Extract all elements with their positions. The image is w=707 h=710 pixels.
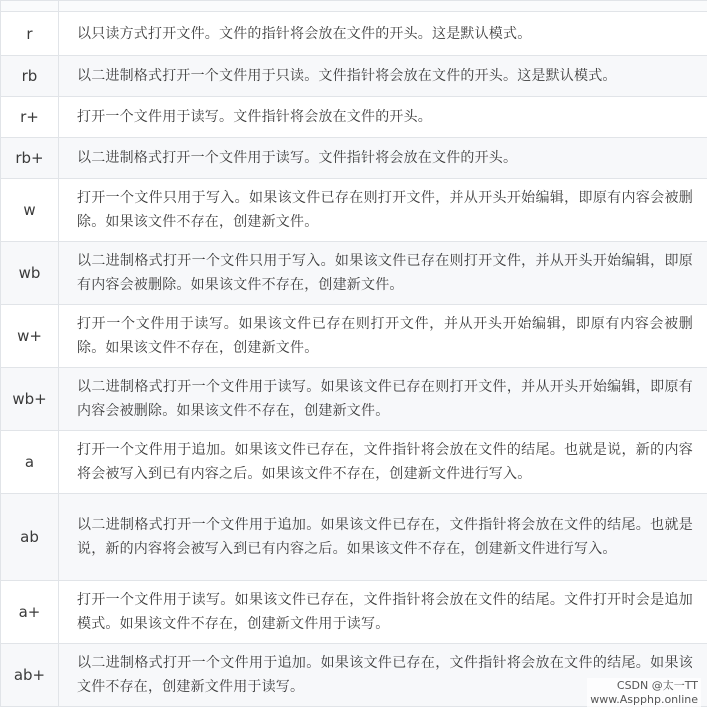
- mode-cell: wb+: [1, 368, 59, 431]
- watermark-author: CSDN @太一TT: [616, 679, 698, 692]
- mode-cell: rb+: [1, 138, 59, 179]
- mode-cell: r+: [1, 97, 59, 138]
- description-cell: 以二进制格式打开一个文件只用于写入。如果该文件已存在则打开文件，并从开头开始编辑，即原有内容会被删除。如果该文件不存在，创建新文件。: [59, 242, 707, 305]
- table-row: [1, 138, 707, 179]
- mode-cell: wb: [1, 242, 59, 305]
- mode-cell: rb: [1, 56, 59, 97]
- watermark: [587, 678, 701, 708]
- description-cell: 以二进制格式打开一个文件用于只读。文件指针将会放在文件的开头。这是默认模式。: [59, 56, 707, 97]
- table-row: [1, 494, 707, 581]
- table-row: [1, 56, 707, 97]
- table-top-stub-cell: [59, 1, 707, 12]
- table-row: [1, 12, 707, 56]
- table-row: [1, 242, 707, 305]
- table-top-stub-cell: [1, 1, 59, 12]
- description-cell: 以二进制格式打开一个文件用于读写。如果该文件已存在则打开文件，并从开头开始编辑，即原有内容会被删除。如果该文件不存在，创建新文件。: [59, 368, 707, 431]
- description-cell: 打开一个文件只用于写入。如果该文件已存在则打开文件，并从开头开始编辑，即原有内容会被删除。如果该文件不存在，创建新文件。: [59, 179, 707, 242]
- description-cell: 打开一个文件用于读写。文件指针将会放在文件的开头。: [59, 97, 707, 138]
- mode-cell: ab: [1, 494, 59, 581]
- description-cell: 打开一个文件用于读写。如果该文件已存在则打开文件，并从开头开始编辑，即原有内容会被删除。如果该文件不存在，创建新文件。: [59, 305, 707, 368]
- mode-cell: w: [1, 179, 59, 242]
- description-cell: 以二进制格式打开一个文件用于追加。如果该文件已存在，文件指针将会放在文件的结尾。也就是说，新的内容将会被写入到已有内容之后。如果该文件不存在，创建新文件进行写入。: [59, 494, 707, 581]
- table-row: [1, 368, 707, 431]
- description-cell: 以二进制格式打开一个文件用于读写。文件指针将会放在文件的开头。: [59, 138, 707, 179]
- table-row: [1, 581, 707, 644]
- table-top-stub-row: [1, 1, 707, 12]
- table-row: [1, 431, 707, 494]
- mode-cell: a+: [1, 581, 59, 644]
- table-row: [1, 179, 707, 242]
- description-cell: 以只读方式打开文件。文件的指针将会放在文件的开头。这是默认模式。: [59, 12, 707, 56]
- watermark-site: www.Aspphp.online: [590, 693, 698, 706]
- mode-cell: a: [1, 431, 59, 494]
- table-row: [1, 305, 707, 368]
- table-row: [1, 97, 707, 138]
- description-cell: 以二进制格式打开一个文件用于追加。如果该文件已存在，文件指针将会放在文件的结尾。如果该文件不存在，创建新文件用于读写。: [59, 644, 707, 707]
- mode-cell: r: [1, 12, 59, 56]
- mode-cell: ab+: [1, 644, 59, 707]
- description-cell: 打开一个文件用于追加。如果该文件已存在，文件指针将会放在文件的结尾。也就是说，新的内容将会被写入到已有内容之后。如果该文件不存在，创建新文件进行写入。: [59, 431, 707, 494]
- description-cell: 打开一个文件用于读写。如果该文件已存在，文件指针将会放在文件的结尾。文件打开时会是追加模式。如果该文件不存在，创建新文件用于读写。: [59, 581, 707, 644]
- mode-cell: w+: [1, 305, 59, 368]
